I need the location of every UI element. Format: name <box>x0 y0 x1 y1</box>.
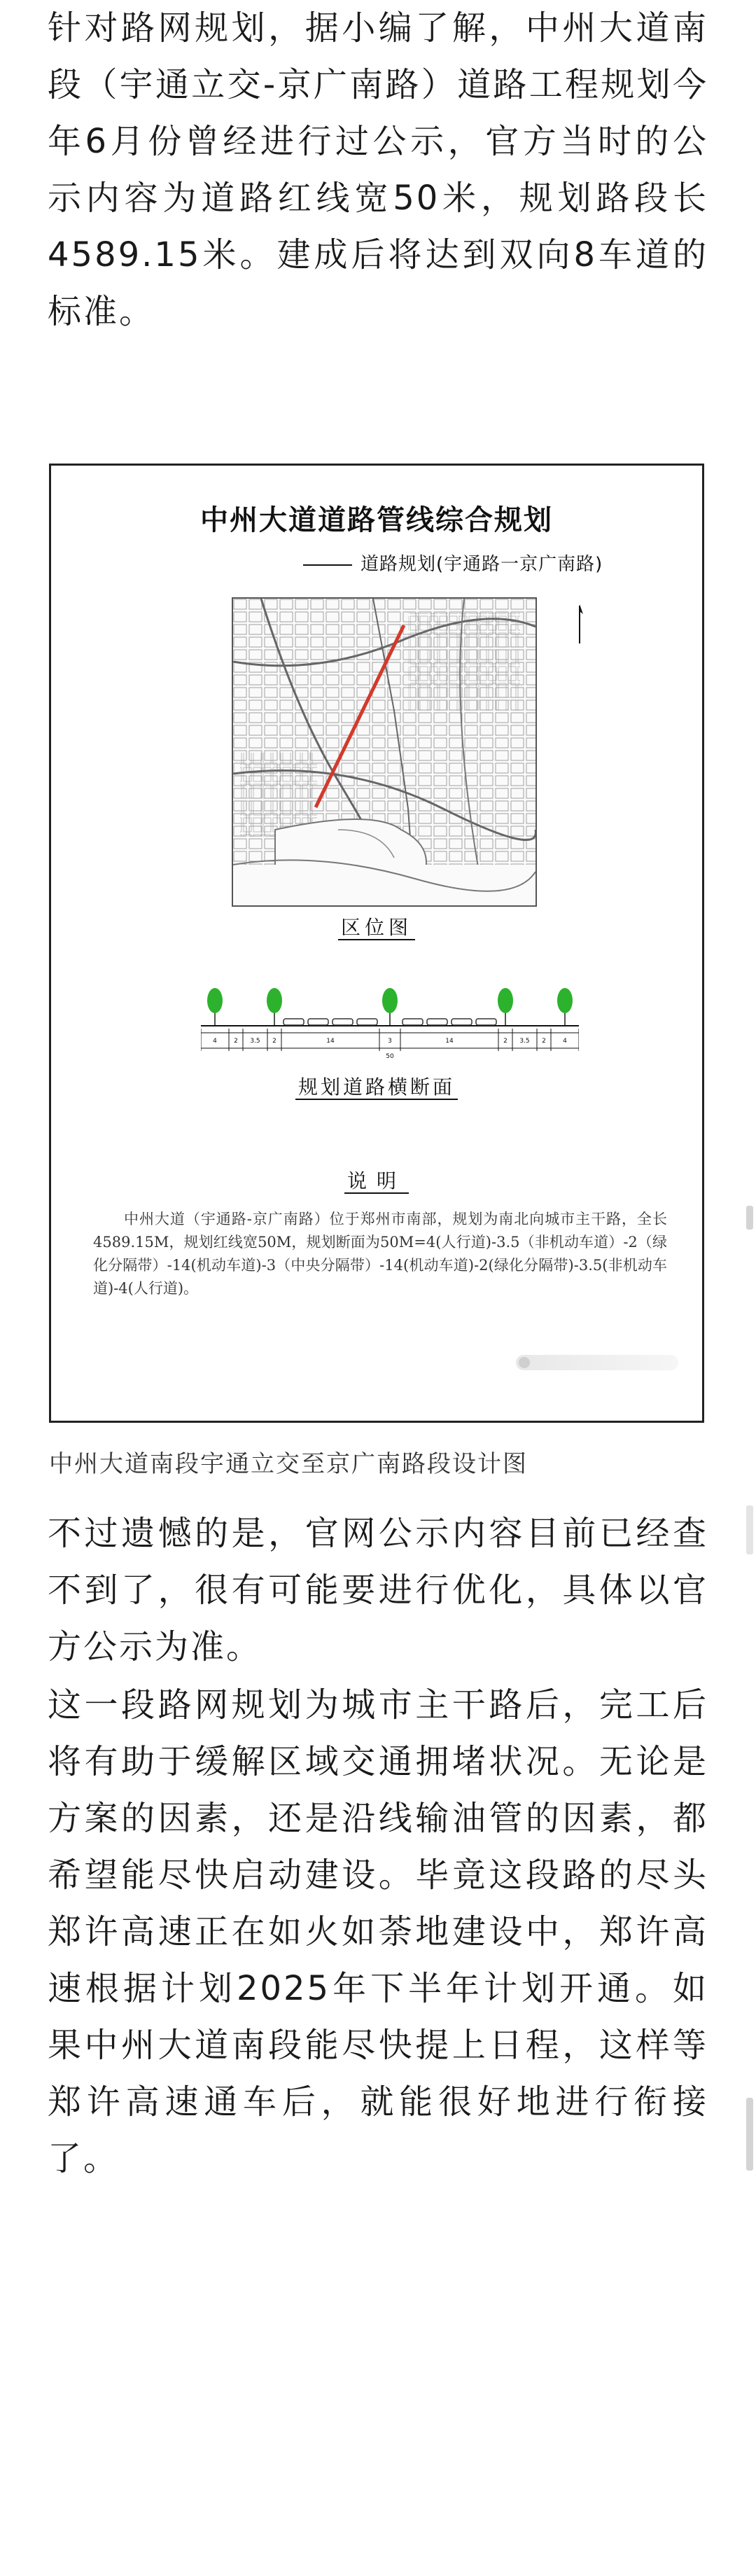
article-paragraph-3: 这一段路网规划为城市主干路后，完工后将有助于缓解区域交通拥堵状况。无论是方案的因素，还是沿线输油管的因素，都希望能尽快启动建设。毕竟这段路的尽头郑许高速正在如火如荼地建设中，郑许高速根据计划2025年下半年计划开通。如果中州大道南段能尽快提上日程，这样等郑许高速通车后，就能很好地进行衔接了。 <box>48 1685 708 2178</box>
watermark <box>516 1355 678 1370</box>
scroll-indicator[interactable] <box>746 2098 753 2171</box>
cross-section-width-label: 4 <box>213 1038 217 1045</box>
figure-caption: 中州大道南段宇通立交至京广南路段设计图 <box>49 1450 528 1478</box>
cross-section-caption: 规划道路横断面 <box>51 1072 702 1100</box>
cross-section-width-label: 14 <box>326 1038 335 1045</box>
car-icon <box>357 1019 377 1025</box>
cross-section-width-label: 3.5 <box>250 1038 260 1045</box>
location-map <box>232 597 537 907</box>
scroll-indicator[interactable] <box>746 1505 753 1554</box>
north-arrow-icon <box>575 603 584 645</box>
car-icon <box>332 1019 353 1025</box>
location-map-drawing <box>233 599 536 905</box>
figure-subtitle <box>303 550 603 576</box>
cross-section-total: 50 <box>386 1053 394 1060</box>
design-figure <box>49 464 704 1423</box>
car-icon <box>476 1019 496 1025</box>
map-caption: 区位图 <box>51 912 702 940</box>
cross-section-width-label: 4 <box>563 1038 567 1045</box>
road-cross-section <box>201 984 579 1061</box>
tree-icon <box>382 988 398 1026</box>
car-icon <box>284 1019 304 1025</box>
tree-icon <box>207 988 223 1026</box>
cross-section-width-label: 14 <box>445 1038 454 1045</box>
figure-subtitle-text: 道路规划(宇通路一京广南路) <box>360 554 603 575</box>
cross-section-width-label: 3.5 <box>519 1038 530 1045</box>
car-icon <box>402 1019 423 1025</box>
cross-section-width-label: 2 <box>503 1038 507 1045</box>
car-icon <box>427 1019 447 1025</box>
notes-text: 中州大道（宇通路-京广南路）位于郑州市南部，规划为南北向城市主干路，全长4589.15M，规划红线宽50M，规划断面为50M=4(人行道)-3.5（非机动车道）-2（绿化分隔带）-14(机动车道)-3（中央分隔带）-14(机动车道)-2(绿化分隔带)-3.5(非机动车道)-4(人行道)。 <box>93 1211 667 1297</box>
cross-section-width-label: 2 <box>234 1038 238 1045</box>
tree-icon <box>557 988 573 1026</box>
figure-title: 中州大道道路管线综合规划 <box>200 504 553 536</box>
notes-title: 说明 <box>51 1166 702 1194</box>
tree-icon <box>267 988 282 1026</box>
article-paragraph-2: 不过遗憾的是，官网公示内容目前已经查不到了，很有可能要进行优化，具体以官方公示为准。 <box>48 1514 708 1666</box>
car-icon <box>308 1019 328 1025</box>
article-paragraph-1: 针对路网规划，据小编了解，中州大道南段（宇通立交-京广南路）道路工程规划今年6月份曾经进行过公示，官方当时的公示内容为道路红线宽50米，规划路段长4589.15米。建成后将达到双向8车道的标准。 <box>48 8 708 331</box>
car-icon <box>451 1019 472 1025</box>
cross-section-width-label: 3 <box>388 1038 392 1045</box>
cross-section-width-label: 2 <box>542 1038 546 1045</box>
tree-icon <box>498 988 513 1026</box>
scroll-indicator[interactable] <box>746 1206 753 1230</box>
cross-section-width-label: 2 <box>272 1038 276 1045</box>
